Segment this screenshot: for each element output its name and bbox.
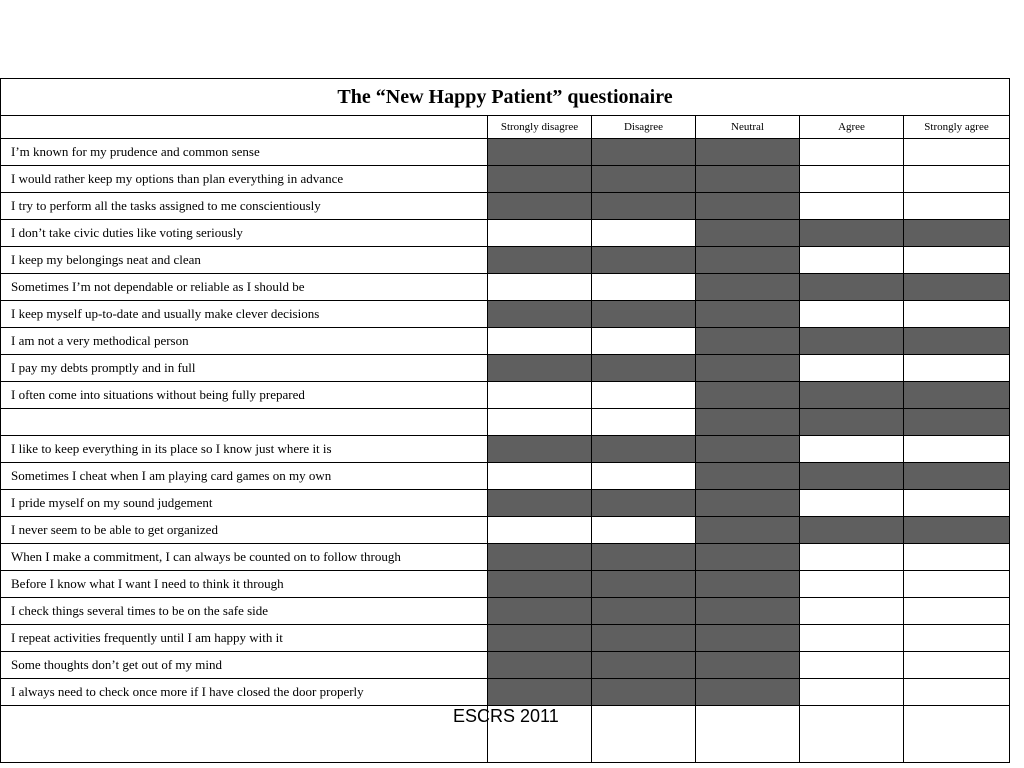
answer-cell-strongly-agree bbox=[904, 652, 1010, 679]
answer-cell-agree bbox=[800, 166, 904, 193]
answer-cell-agree bbox=[800, 247, 904, 274]
answer-cell-strongly-agree bbox=[904, 328, 1010, 355]
answer-cell-strongly-agree bbox=[904, 436, 1010, 463]
answer-cell-neutral bbox=[696, 328, 800, 355]
answer-cell-strongly-disagree bbox=[488, 625, 592, 652]
answer-cell-agree bbox=[800, 355, 904, 382]
table-row bbox=[1, 139, 1010, 166]
answer-cell-agree bbox=[800, 193, 904, 220]
answer-cell-strongly-agree bbox=[904, 220, 1010, 247]
answer-cell-neutral bbox=[696, 247, 800, 274]
answer-cell-neutral bbox=[696, 166, 800, 193]
answer-cell-agree bbox=[800, 544, 904, 571]
answer-cell-strongly-disagree bbox=[488, 679, 592, 706]
answer-cell-agree bbox=[800, 625, 904, 652]
table-row bbox=[1, 355, 1010, 382]
answer-cell-strongly-disagree bbox=[488, 382, 592, 409]
answer-cell-strongly-disagree bbox=[488, 193, 592, 220]
table-row bbox=[1, 517, 1010, 544]
answer-cell-disagree bbox=[592, 166, 696, 193]
table-row bbox=[1, 463, 1010, 490]
answer-cell-neutral bbox=[696, 355, 800, 382]
answer-cell-neutral bbox=[696, 274, 800, 301]
table-row bbox=[1, 571, 1010, 598]
statement-cell: Sometimes I’m not dependable or reliable as I should be bbox=[1, 274, 488, 301]
answer-cell-strongly-disagree bbox=[488, 463, 592, 490]
answer-cell-agree bbox=[800, 220, 904, 247]
answer-cell-neutral bbox=[696, 409, 800, 436]
empty-answer-cell bbox=[592, 706, 696, 763]
statement-cell: I would rather keep my options than plan everything in advance bbox=[1, 166, 488, 193]
answer-cell-disagree bbox=[592, 571, 696, 598]
table-row bbox=[1, 274, 1010, 301]
answer-cell-strongly-disagree bbox=[488, 436, 592, 463]
answer-cell-strongly-agree bbox=[904, 355, 1010, 382]
statement-cell: I am not a very methodical person bbox=[1, 328, 488, 355]
answer-cell-agree bbox=[800, 328, 904, 355]
answer-cell-strongly-disagree bbox=[488, 652, 592, 679]
answer-cell-strongly-disagree bbox=[488, 571, 592, 598]
answer-cell-strongly-disagree bbox=[488, 166, 592, 193]
footer-text: ESCRS 2011 bbox=[453, 706, 559, 726]
answer-cell-strongly-agree bbox=[904, 193, 1010, 220]
answer-cell-neutral bbox=[696, 220, 800, 247]
answer-cell-agree bbox=[800, 436, 904, 463]
answer-cell-strongly-disagree bbox=[488, 328, 592, 355]
empty-statement-cell bbox=[1, 706, 488, 763]
answer-cell-strongly-agree bbox=[904, 679, 1010, 706]
answer-cell-strongly-disagree bbox=[488, 544, 592, 571]
table-row bbox=[1, 328, 1010, 355]
answer-cell-agree bbox=[800, 301, 904, 328]
answer-cell-strongly-agree bbox=[904, 247, 1010, 274]
answer-cell-strongly-agree bbox=[904, 301, 1010, 328]
answer-cell-agree bbox=[800, 652, 904, 679]
answer-cell-neutral bbox=[696, 139, 800, 166]
answer-cell-strongly-agree bbox=[904, 517, 1010, 544]
statement-cell: I try to perform all the tasks assigned to me conscientiously bbox=[1, 193, 488, 220]
statement-cell: I don’t take civic duties like voting seriously bbox=[1, 220, 488, 247]
header-agree: Agree bbox=[800, 116, 904, 139]
answer-cell-disagree bbox=[592, 544, 696, 571]
statement-cell bbox=[1, 409, 488, 436]
statement-cell: I never seem to be able to get organized bbox=[1, 517, 488, 544]
answer-cell-strongly-disagree bbox=[488, 517, 592, 544]
answer-cell-disagree bbox=[592, 652, 696, 679]
statement-cell: I like to keep everything in its place so I know just where it is bbox=[1, 436, 488, 463]
header-statement-cell bbox=[1, 116, 488, 139]
answer-cell-strongly-agree bbox=[904, 139, 1010, 166]
answer-cell-agree bbox=[800, 598, 904, 625]
answer-cell-neutral bbox=[696, 490, 800, 517]
title-row bbox=[1, 79, 1010, 116]
answer-cell-strongly-agree bbox=[904, 571, 1010, 598]
answer-cell-strongly-agree bbox=[904, 382, 1010, 409]
header-strongly-disagree: Strongly disagree bbox=[488, 116, 592, 139]
answer-cell-disagree bbox=[592, 274, 696, 301]
table-row bbox=[1, 409, 1010, 436]
table-row bbox=[1, 382, 1010, 409]
questionnaire-table bbox=[0, 78, 1010, 763]
answer-cell-strongly-agree bbox=[904, 409, 1010, 436]
empty-answer-cell bbox=[696, 706, 800, 763]
table-row bbox=[1, 220, 1010, 247]
answer-cell-strongly-agree bbox=[904, 598, 1010, 625]
table-row bbox=[1, 490, 1010, 517]
answer-cell-strongly-agree bbox=[904, 625, 1010, 652]
answer-cell-neutral bbox=[696, 598, 800, 625]
answer-cell-agree bbox=[800, 679, 904, 706]
table-row bbox=[1, 625, 1010, 652]
answer-cell-disagree bbox=[592, 679, 696, 706]
header-row bbox=[1, 116, 1010, 139]
statement-cell: Some thoughts don’t get out of my mind bbox=[1, 652, 488, 679]
table-row bbox=[1, 652, 1010, 679]
table-row bbox=[1, 193, 1010, 220]
answer-cell-neutral bbox=[696, 625, 800, 652]
answer-cell-disagree bbox=[592, 301, 696, 328]
header-strongly-agree: Strongly agree bbox=[904, 116, 1010, 139]
answer-cell-agree bbox=[800, 571, 904, 598]
answer-cell-strongly-disagree bbox=[488, 139, 592, 166]
answer-cell-disagree bbox=[592, 625, 696, 652]
answer-cell-disagree bbox=[592, 409, 696, 436]
statement-cell: I check things several times to be on the safe side bbox=[1, 598, 488, 625]
answer-cell-disagree bbox=[592, 247, 696, 274]
empty-answer-cell bbox=[904, 706, 1010, 763]
answer-cell-disagree bbox=[592, 463, 696, 490]
answer-cell-disagree bbox=[592, 328, 696, 355]
statement-cell: I’m known for my prudence and common sense bbox=[1, 139, 488, 166]
answer-cell-disagree bbox=[592, 382, 696, 409]
answer-cell-neutral bbox=[696, 571, 800, 598]
table-row bbox=[1, 166, 1010, 193]
answer-cell-disagree bbox=[592, 436, 696, 463]
answer-cell-disagree bbox=[592, 598, 696, 625]
answer-cell-strongly-disagree bbox=[488, 274, 592, 301]
table-row bbox=[1, 436, 1010, 463]
table-row bbox=[1, 679, 1010, 706]
table-row bbox=[1, 301, 1010, 328]
statement-cell: I repeat activities frequently until I am happy with it bbox=[1, 625, 488, 652]
statement-cell: I pride myself on my sound judgement bbox=[1, 490, 488, 517]
answer-cell-strongly-agree bbox=[904, 166, 1010, 193]
answer-cell-agree bbox=[800, 517, 904, 544]
statement-cell: Before I know what I want I need to think it through bbox=[1, 571, 488, 598]
answer-cell-neutral bbox=[696, 436, 800, 463]
answer-cell-strongly-disagree bbox=[488, 247, 592, 274]
empty-answer-cell bbox=[800, 706, 904, 763]
statement-cell: I pay my debts promptly and in full bbox=[1, 355, 488, 382]
answer-cell-strongly-agree bbox=[904, 463, 1010, 490]
answer-cell-agree bbox=[800, 409, 904, 436]
answer-cell-disagree bbox=[592, 490, 696, 517]
statement-cell: When I make a commitment, I can always be counted on to follow through bbox=[1, 544, 488, 571]
answer-cell-strongly-agree bbox=[904, 490, 1010, 517]
answer-cell-disagree bbox=[592, 355, 696, 382]
answer-cell-neutral bbox=[696, 679, 800, 706]
statement-cell: I keep myself up-to-date and usually make clever decisions bbox=[1, 301, 488, 328]
answer-cell-strongly-disagree bbox=[488, 409, 592, 436]
statement-cell: I often come into situations without being fully prepared bbox=[1, 382, 488, 409]
table-row bbox=[1, 598, 1010, 625]
answer-cell-agree bbox=[800, 463, 904, 490]
answer-cell-strongly-disagree bbox=[488, 220, 592, 247]
answer-cell-neutral bbox=[696, 544, 800, 571]
statement-cell: I keep my belongings neat and clean bbox=[1, 247, 488, 274]
answer-cell-strongly-agree bbox=[904, 544, 1010, 571]
answer-cell-neutral bbox=[696, 382, 800, 409]
answer-cell-disagree bbox=[592, 193, 696, 220]
answer-cell-strongly-disagree bbox=[488, 301, 592, 328]
answer-cell-disagree bbox=[592, 220, 696, 247]
answer-cell-strongly-disagree bbox=[488, 490, 592, 517]
answer-cell-agree bbox=[800, 382, 904, 409]
answer-cell-strongly-disagree bbox=[488, 355, 592, 382]
answer-cell-neutral bbox=[696, 463, 800, 490]
answer-cell-neutral bbox=[696, 652, 800, 679]
questionnaire-title: The “New Happy Patient” questionaire bbox=[1, 79, 1010, 116]
answer-cell-neutral bbox=[696, 517, 800, 544]
answer-cell-neutral bbox=[696, 193, 800, 220]
answer-cell-strongly-disagree bbox=[488, 598, 592, 625]
answer-cell-agree bbox=[800, 274, 904, 301]
answer-cell-agree bbox=[800, 139, 904, 166]
table-row bbox=[1, 247, 1010, 274]
statement-cell: I always need to check once more if I have closed the door properly bbox=[1, 679, 488, 706]
header-neutral: Neutral bbox=[696, 116, 800, 139]
statement-cell: Sometimes I cheat when I am playing card games on my own bbox=[1, 463, 488, 490]
answer-cell-neutral bbox=[696, 301, 800, 328]
answer-cell-agree bbox=[800, 490, 904, 517]
table-row bbox=[1, 544, 1010, 571]
answer-cell-disagree bbox=[592, 139, 696, 166]
answer-cell-strongly-agree bbox=[904, 274, 1010, 301]
answer-cell-disagree bbox=[592, 517, 696, 544]
header-disagree: Disagree bbox=[592, 116, 696, 139]
